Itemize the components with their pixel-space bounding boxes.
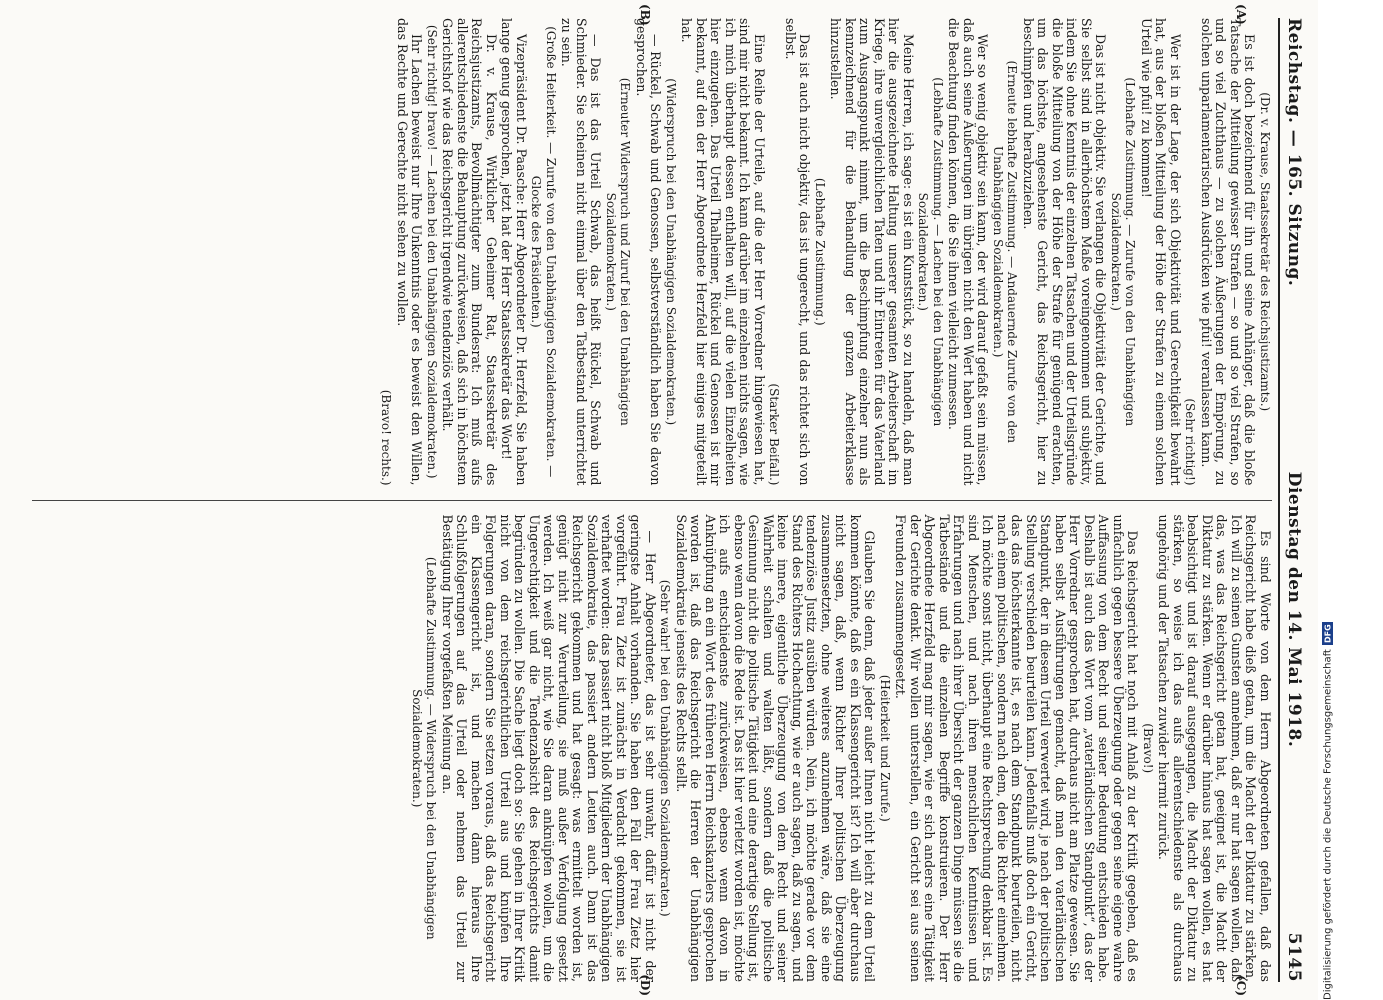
margin-marker-b: (B) [638, 4, 652, 26]
paragraph: Ihr Lachen beweist nur Ihre Unkenntnis oder es beweist den Willen, das Rechte und Gerechte nicht sehen zu wollen. [395, 18, 425, 486]
paragraph: — Rückel, Schwab und Genossen, selbstverständlich haben Sie davon gesprochen. [634, 18, 664, 486]
page-header [1278, 18, 1304, 982]
dfg-logo-icon: DFG [1323, 624, 1333, 644]
text-columns [32, 4, 1273, 996]
margin-marker-a: (A) [1234, 4, 1248, 25]
paragraph: Das Reichsgericht hat noch mit Anlaß zu der Kritik gegeben, daß es unfachlich gegen bessere Überzeugung oder gegen seine eigene wahre Auffassung von dem Recht und seiner Bedeutung entschieden habe. Deshalb ist auch das Wort vom „vaterländischen Standpunkt“, das der Herr Vorredner gesprochen hat, durchaus nicht am Platze gewesen. Sie haben selbst Ausführungen gemacht, daß man den vaterländischen Standpunkt, der in diesem Urteil verwertet wird, je nach der politischen Stellung verschieden beurteilen kann. Jedenfalls muß doch ein Gericht, das das höchsterkannte ist, es nach dem Standpunkt beurteilen, nicht nach einem politischen, sondern nach dem, den die Richter einnehmen. Ich möchte sonst nicht, überhaupt eine Rechtsprechung denkbar ist. Es sind Menschen, und nach ihren menschlichen Kenntnissen und Erfahrungen und nach ihrer Übersicht der ganzen Dinge müssen sie die Tatbestände und die einzelnen Begriffe konstruieren. Der Herr Abgeordnete Herzfeld mag mir sagen, wie er sich anders eine Tätigkeit der Gerichte denkt. Wir wollen unterstellen, ein Gericht sei aus seinen Freunden zusammengesetzt. [893, 514, 1141, 982]
paragraph: Wer ist in der Lage, der sich Objektivität und Gerechtigkeit bewahrt hat, aus der bloßen Mitteilung der Höhe der Strafen zu einem solchen Urteil wie pfui! zu kommen! [1139, 18, 1183, 486]
stage-direction: (Lebhafte Zustimmung. — Lachen bei den Unabhängigen Sozialdemokraten.) [916, 77, 945, 427]
stage-direction: (Bravo! rechts.) [379, 389, 394, 486]
stage-direction: (Heiterkeit und Zurufe.) [878, 674, 892, 822]
stage-direction: (Sehr wahr! bei den Unabhängigen Sozialdemokraten.) [658, 579, 673, 917]
stage-direction: (Lebhafte Zustimmung.) [813, 177, 827, 326]
stage-direction: (Widerspruch bei den Unabhängigen Sozialdemokraten.) [664, 78, 678, 426]
header-left: Reichstag. — 165. Sitzung. [1284, 18, 1304, 287]
page-number: 5145 [1284, 932, 1304, 982]
paragraph: Glauben Sie denn, daß jeder außer Ihnen nicht leicht zu dem Urteil kommen könnte, daß es ein Klassengericht ist? Ich will aber durchaus nicht sagen, daß, wenn Richter Ihrer politischen Überzeugung zusammensetzten, ohne weiteres anzunehmen wäre, daß sie eine tendenziöse Justiz ausüben würden. Nein, ich möchte gerade vor dem Stand des Richters Hochachtung, wie er auch sagen, daß zu sagen, und keine innere, eigentliche Überzeugung von dem Recht und seiner Wahrheit schalten und walten läßt, sondern daß die politische Gesinnung nicht die politische Tätigkeit und eine derartige Stellung ist, ebenso wenn davon die Rede ist. Das ist hier verletzt worden ist, möchte ich aufs entschiedenste zurückweisen, ebenso wenn davon in Anknüpfung an ein Wort des früheren Herrn Reichskanzlers gesprochen worden ist, daß das Reichsgericht die Herren der Unabhängigen Sozialdemokratie jenseits des Rechts stellt. [674, 514, 878, 982]
margin-marker-c: (C) [1234, 975, 1248, 996]
digitization-credit-text: Digitalisierung gefördert durch die Deutsche Forschungsgemeinschaft [1322, 649, 1334, 1000]
header-date: Dienstag den 14. Mai 1918. [1284, 471, 1304, 748]
paragraph: Eine Reihe der Urteile, auf die der Herr Vorredner hingewiesen hat, sind mir nicht bekannt. Ich kann darüber im einzelnen nichts sagen, wie ich mich überhaupt dessen enthalten will, auf die vielen Einzelheiten hier einzugehen. Das Urteil Thalheimer, Rückel und Genossen ist mir bekannt, auf den der Herr Abgeordnete Herzfeld hier einiges mitgeteilt hat. [679, 18, 767, 486]
stage-direction: (Starker Beifall.) [767, 383, 782, 486]
stage-direction: (Erneuter Widerspruch und Zuruf bei den Unabhängigen Sozialdemokraten.) [604, 77, 633, 426]
paragraph: Das ist nicht objektiv. Sie verlangen die Objektivität der Gerichte, und Sie selbst sind in allerhöchstem Maße voreingenommen und subjektiv, indem Sie ohne Kenntnis der einzelnen Tatsachen und der Urteilsgründe die bloße Mitteilung von der Höhe der Strafe für genügend erachten, um das höchste, angesehenste Gericht, das Reichsgericht, hier zu beschimpfen und herabzuziehen. [1021, 18, 1109, 486]
paragraph: Es ist doch bezeichnend für ihn und seine Anhänger, daß die bloße Tatsache der Mitteilung gewisser Strafen — so und so viel Strafen, so und so viel Zuchthaus — zu solchen Äußerungen der Empörung, zu solchen unparlamentarischen Ausdrücken wie pfui! veranlassen kann. [1199, 18, 1258, 486]
paragraph: Vizepräsident Dr. Paasche: Herr Abgeordneter Dr. Herzfeld, Sie haben lange genug gesprochen, jetzt hat der Herr Staatssekretär das Wort! [499, 18, 529, 486]
paragraph: Wer so wenig objektiv sein kann, der wird darauf gefaßt sein müssen, daß auch seine Äußerungen im übrigen nicht den Wert haben und nicht die Beachtung finden können, die Sie ihnen vielleicht zumessen. [946, 18, 991, 486]
digitization-credit [1320, 560, 1336, 1000]
paragraph: Dr. v. Krause, Wirklicher Geheimer Rat, Staatssekretär des Reichsjustizamts, Bevollmächtigter zum Bundesrat: Ich muß aufs allerentschiedenste die Behauptung zurückweisen, daß sich in höchstem Gerichtshof wie das Reichsgericht irgendwie tendenziös verhält. [440, 18, 499, 486]
paragraph: Das ist auch nicht objektiv, das ist ungerecht, und das richtet sich von selbst. [783, 18, 813, 486]
paragraph: Meine Herren, ich sage: es ist ein Kunststück, so zu handeln, daß man hier die ausgezeichnete Haltung unserer gesamten Arbeiterschaft im Kriege, ihre unvergleichlichen Taten und ihr Eintreten für das Vaterland zum Ausgangspunkt nimmt, um die Beschimpfung einzelner nun als kennzeichnend für die Behandlung der ganzen Arbeiterklasse hinzustellen. [828, 18, 916, 486]
stage-direction: (Bravo!) [1141, 723, 1155, 774]
right-column [32, 500, 1273, 996]
stage-direction: (Lebhafte Zustimmung. — Zurufe von den Unabhängigen Sozialdemokraten.) [1109, 77, 1138, 427]
stage-direction: (Sehr richtig!) [1183, 398, 1198, 486]
stage-direction: (Erneute lebhafte Zustimmung. — Andauernde Zurufe von den Unabhängigen Sozialdemokraten.) [991, 60, 1020, 443]
paragraph: Es sind Worte von dem Herrn Abgeordneten gefallen, daß das Reichsgericht habe dieß getan, um die Macht der Diktatur zu stärken. Ich will zu seinen Gunsten annehmen, daß er nur hat sagen wollen, daß das, was das Reichsgericht getan hat, geeignet ist, die Macht der Diktatur zu stärken. Wenn er darüber hinaus hat sagen wollen, es hat beabsichtigt und ist darauf ausgegangen, die Macht der Diktatur zu stärken, so weise ich das aufs allerentschiedenste als durchaus ungehörig und der Tatsachen zuwider hiermit zurück. [1156, 514, 1273, 982]
stage-direction: (Dr. v. Krause, Staatssekretär des Reichsjustizamts.) [1258, 92, 1272, 412]
margin-marker-d: (D) [638, 974, 652, 996]
stage-direction: (Große Heiterkeit. — Zurufe von den Unabhängigen Sozialdemokraten. — Glocke des Präsidenten.) [529, 26, 558, 478]
left-column [32, 4, 1272, 486]
stage-direction: (Sehr richtig! bravo! — Lachen bei den Unabhängigen Sozialdemokraten.) [425, 24, 439, 479]
paragraph: — Das ist das Urteil Schwab, das heißt Rückel, Schwab und Schmieder. Sie scheinen nicht einmal über den Tatbestand unterrichtet zu sein. [559, 18, 604, 486]
stage-direction: (Lebhafte Zustimmung. — Widerspruch bei den Unabhängigen Sozialdemokraten.) [410, 556, 439, 940]
paragraph: — Herr Abgeordneter, das ist sehr unwahr, dafür ist nicht der geringste Anhalt vorhanden. Sie haben den Fall der Frau Zietz hier vorgeführt. Frau Zietz ist zunächst in Verdacht gekommen, sie ist verhaftet worden: das passiert nicht bloß Mitgliedern der Unabhängigen Sozialdemokratie, das passiert andern Leuten auch. Dann ist das Reichsgericht gekommen und hat gesagt: was ermittelt worden ist, genügt nicht zur Verurteilung, sie muß außer Verfolgung gesetzt werden. Ich weiß gar nicht, wie Sie daran anknüpfen wollen, um die Ungerechtigkeit und die Tendenzabsicht des Reichsgerichts damit begründen zu wollen. Die Sache liegt doch so: Sie gehen in Ihrer Kritik nicht von dem reichsgerichtlichen Urteil aus und knüpfen Ihre Folgerungen daran, sondern Sie setzen voraus, daß das Reichsgericht ein Klassengericht ist, und machen dann hieraus Ihre Schlußfolgerungen auf das Urteil oder nehmen das Urteil zur Bestätigung Ihrer vorgefaßten Meinung an. [440, 514, 658, 982]
